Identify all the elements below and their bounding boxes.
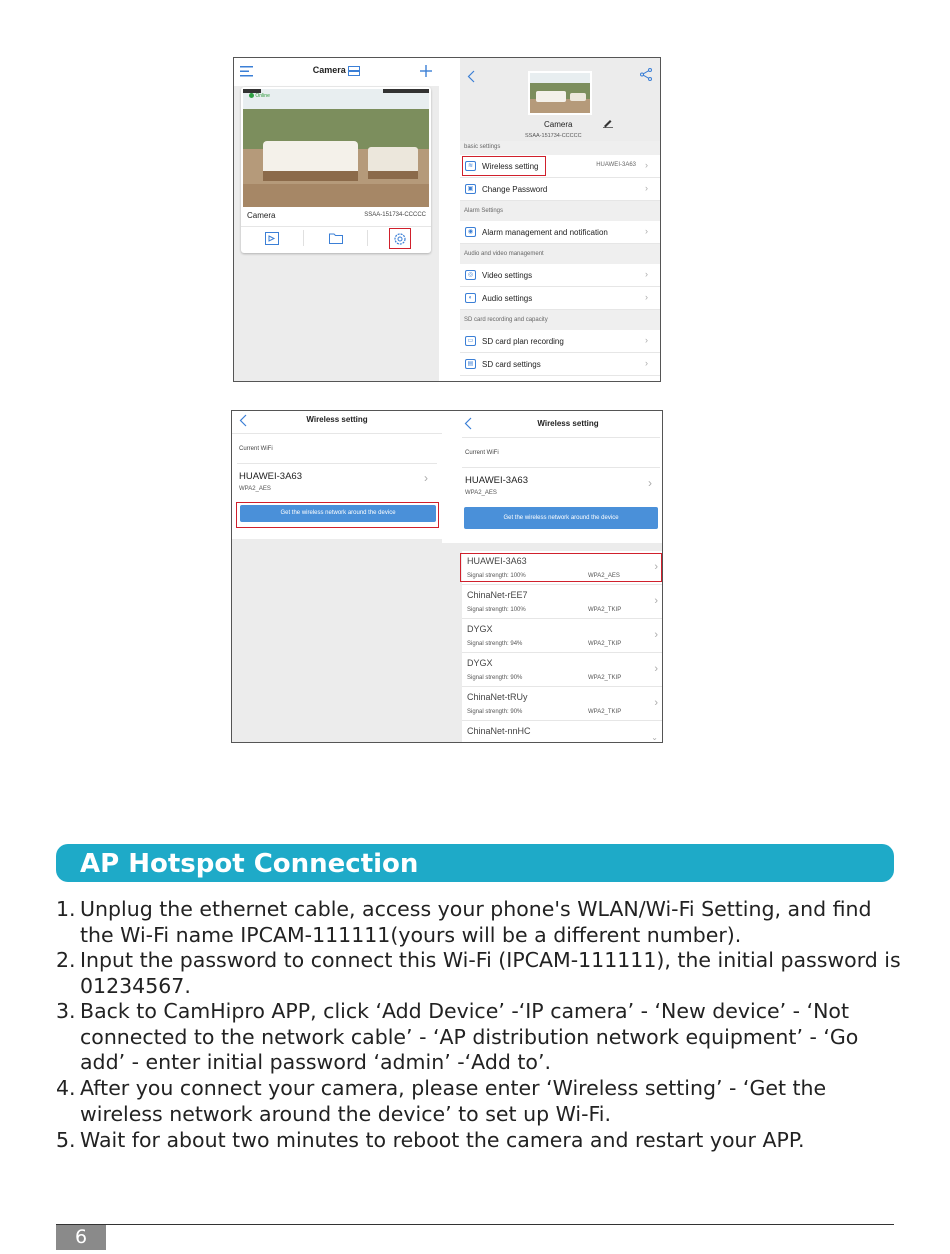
instruction-step: 4. After you connect your camera, please enter ‘Wireless setting’ - ‘Get the wireless network around the device’ to set up Wi-Fi. xyxy=(56,1076,827,1126)
online-status: Online xyxy=(249,93,270,99)
alarm-management-row[interactable]: ◉ Alarm management and notification › xyxy=(460,221,661,244)
chevron-right-icon: › xyxy=(645,335,648,345)
instruction-step: 2. Input the password to connect this Wi-Fi (IPCAM-111111), the initial password is 01234567. xyxy=(56,948,901,998)
settings-camera-uid: SSAA-151734-CCCCC xyxy=(525,133,582,139)
footer-rule xyxy=(56,1224,894,1225)
camera-name: Camera xyxy=(247,211,276,220)
wifi-network-item[interactable]: DYGX Signal strength: 94% WPA2_TKIP › xyxy=(462,619,663,653)
wifi-network-item[interactable]: ChinaNet-rEE7 Signal strength: 100% WPA2_TKIP › xyxy=(462,585,663,619)
current-wifi-row[interactable] xyxy=(232,466,442,498)
page-number: 6 xyxy=(56,1225,106,1250)
chevron-right-icon: › xyxy=(424,471,428,485)
change-password-row[interactable]: ▣ Change Password › xyxy=(460,178,661,201)
camera-uid: SSAA-151734-CCCCC xyxy=(364,212,426,218)
screenshot-camera-settings xyxy=(233,57,661,382)
settings-camera-name: Camera xyxy=(544,120,573,129)
chevron-right-icon: › xyxy=(645,183,648,193)
scan-wifi-button[interactable]: Get the wireless network around the device xyxy=(240,505,436,522)
chevron-right-icon: › xyxy=(654,595,658,607)
current-ssid: HUAWEI-3A63 xyxy=(239,471,302,482)
add-icon[interactable] xyxy=(420,65,432,77)
edit-pencil-icon[interactable] xyxy=(603,118,613,128)
instruction-step: 5. Wait for about two minutes to reboot the camera and restart your APP. xyxy=(56,1128,805,1152)
list-view-icon[interactable] xyxy=(348,66,360,76)
sd-plan-recording-row[interactable]: ▭ SD card plan recording › xyxy=(460,330,661,353)
camera-card[interactable] xyxy=(241,87,431,253)
chevron-right-icon: › xyxy=(645,358,648,368)
camera-list-screen xyxy=(234,58,439,381)
gear-highlight xyxy=(389,228,411,249)
current-wifi-row[interactable] xyxy=(460,471,663,503)
video-icon: ◎ xyxy=(465,270,476,280)
wifi-network-item[interactable]: ChinaNet-tRUy Signal strength: 90% WPA2_TKIP › xyxy=(462,687,663,721)
chevron-right-icon: › xyxy=(654,561,658,573)
wifi-network-item[interactable]: ChinaNet-nnHC ⌄ xyxy=(462,721,663,742)
page-title: Wireless setting xyxy=(306,415,368,424)
playback-icon[interactable] xyxy=(265,232,279,245)
video-settings-row[interactable]: ◎ Video settings › xyxy=(460,264,661,287)
camera-thumbnail-image xyxy=(528,71,592,115)
chevron-right-icon: › xyxy=(648,476,652,490)
wifi-icon: ≋ xyxy=(465,161,476,171)
section-sd-card: SD card recording and capacity xyxy=(460,310,661,330)
chevron-right-icon: › xyxy=(654,663,658,675)
section-alarm-settings: Alarm Settings xyxy=(460,201,661,221)
wireless-setting-screen-a xyxy=(232,411,442,742)
wifi-network-item[interactable]: DYGX Signal strength: 90% WPA2_TKIP › xyxy=(462,653,663,687)
current-ssid: HUAWEI-3A63 xyxy=(465,475,528,486)
camera-list-header xyxy=(234,58,439,86)
sd-card-icon: ▤ xyxy=(465,359,476,369)
share-icon[interactable] xyxy=(640,68,652,81)
current-security: WPA2_AES xyxy=(239,486,271,492)
chevron-down-icon: ⌄ xyxy=(651,733,658,742)
section-basic-settings: basic settings xyxy=(460,141,661,155)
section-title: AP Hotspot Connection xyxy=(80,849,419,879)
instruction-step: 1. Unplug the ethernet cable, access your phone's WLAN/Wi-Fi Setting, and find the Wi-Fi name IPCAM-111111(yours will be a different number). xyxy=(56,897,872,947)
chevron-right-icon: › xyxy=(645,226,648,236)
scan-button-highlight xyxy=(236,502,439,528)
camera-settings-screen xyxy=(460,58,661,381)
chevron-right-icon: › xyxy=(645,160,648,170)
section-banner xyxy=(56,844,894,882)
screenshot-wireless-setting xyxy=(231,410,663,743)
chevron-right-icon: › xyxy=(645,269,648,279)
lock-icon: ▣ xyxy=(465,184,476,194)
wireless-setting-highlight xyxy=(462,156,546,176)
chevron-right-icon: › xyxy=(654,629,658,641)
selected-network-highlight xyxy=(460,553,662,582)
sd-record-icon: ▭ xyxy=(465,336,476,346)
chevron-right-icon: › xyxy=(654,697,658,709)
wireless-setting-row[interactable]: ≋ Wireless setting HUAWEI-3A63 › xyxy=(460,155,661,178)
camera-preview-image[interactable] xyxy=(243,89,429,207)
wifi-network-item[interactable]: HUAWEI-3A63 Signal strength: 100% WPA2_AES › xyxy=(462,551,663,585)
current-ssid: HUAWEI-3A63 xyxy=(596,162,636,168)
alarm-icon: ◉ xyxy=(465,227,476,237)
chevron-right-icon: › xyxy=(645,292,648,302)
audio-icon: ◐ xyxy=(465,293,476,303)
instruction-step: 3. Back to CamHipro APP, click ‘Add Device’ -‘IP camera’ - ‘New device’ - ‘Not connected to the network cable’ - ‘AP distribution network equipment’ - ‘Go add’ - enter initial password ‘admin’ -‘Add to’. xyxy=(56,999,859,1074)
sd-settings-row[interactable]: ▤ SD card settings › xyxy=(460,353,661,376)
scan-wifi-button[interactable]: Get the wireless network around the device xyxy=(464,507,658,529)
wireless-setting-screen-b xyxy=(442,411,663,742)
page-title: Wireless setting xyxy=(537,419,599,428)
current-wifi-label: Current WiFi xyxy=(465,450,499,456)
back-chevron-icon[interactable] xyxy=(467,70,475,83)
folder-icon[interactable] xyxy=(329,233,343,244)
page-title: Camera xyxy=(234,65,439,76)
section-audio-video: Audio and video management xyxy=(460,244,661,264)
audio-settings-row[interactable]: ◐ Audio settings › xyxy=(460,287,661,310)
current-security: WPA2_AES xyxy=(465,490,497,496)
current-wifi-label: Current WiFi xyxy=(239,446,273,452)
